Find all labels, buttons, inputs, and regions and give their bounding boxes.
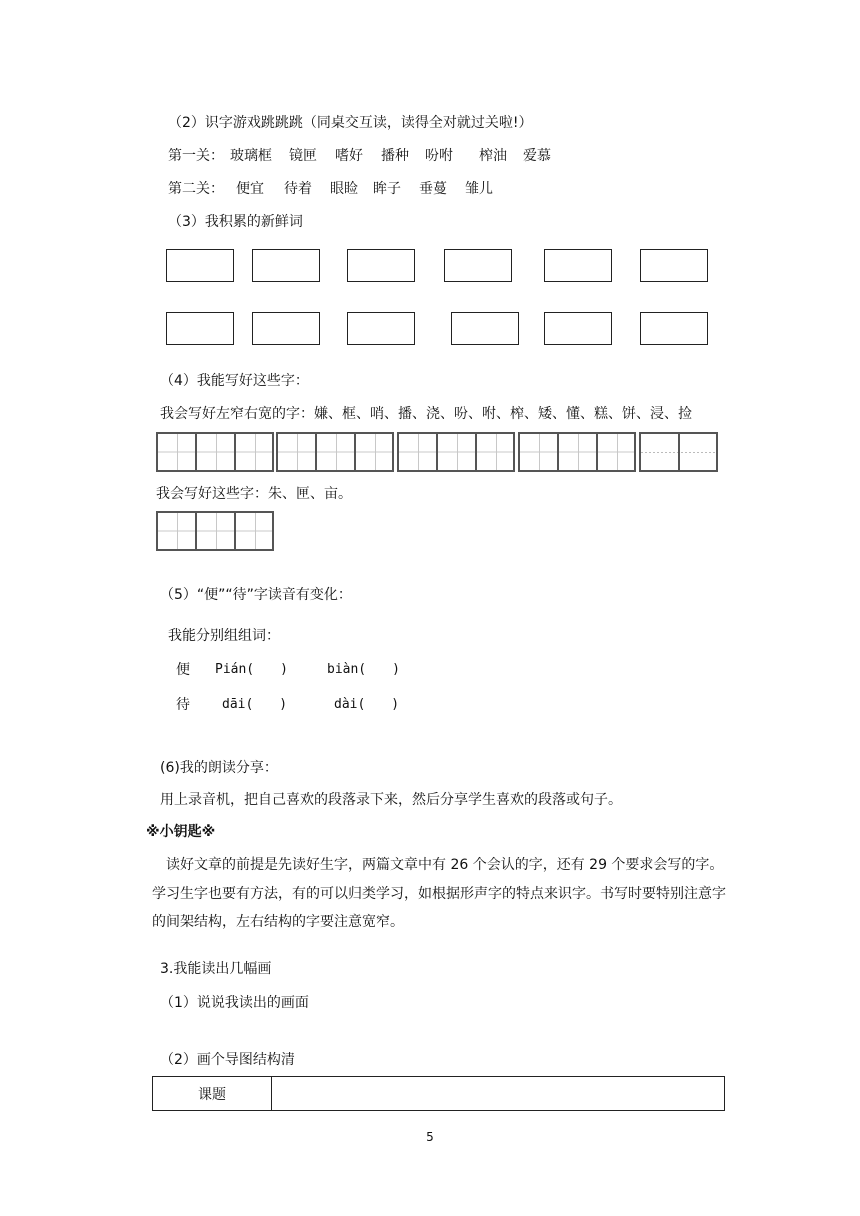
level-1-label: 第一关： <box>168 148 224 164</box>
vocab-word: 便宜 <box>236 181 264 197</box>
word-box[interactable] <box>451 312 519 345</box>
pinyin-char: 便 <box>176 662 190 678</box>
vocab-word: 垂蔓 <box>419 181 447 197</box>
word-box[interactable] <box>166 312 234 345</box>
word-box[interactable] <box>252 312 320 345</box>
part-3-sub-1: （1）说说我读出的画面 <box>160 995 309 1011</box>
vocab-word: 嗜好 <box>335 148 363 164</box>
pinyin-blank[interactable]: dāi( ) <box>222 697 288 712</box>
word-box[interactable] <box>544 312 612 345</box>
page-number: 5 <box>426 1130 434 1144</box>
word-box[interactable] <box>252 249 320 282</box>
section-6-text: 用上录音机，把自己喜欢的段落录下来，然后分享学生喜欢的段落或句子。 <box>160 792 622 808</box>
lesson-title-label: 课题 <box>153 1077 272 1111</box>
writing-grid[interactable] <box>518 432 636 472</box>
vocab-word: 玻璃框 <box>230 148 272 164</box>
word-box[interactable] <box>640 249 708 282</box>
vocab-word: 爱慕 <box>523 148 551 164</box>
writing-grid[interactable] <box>156 511 274 551</box>
level-2-row <box>168 180 493 198</box>
writing-grid[interactable] <box>397 432 515 472</box>
writing-grid[interactable] <box>639 432 718 472</box>
writing-grid[interactable] <box>156 432 274 472</box>
word-box[interactable] <box>347 249 415 282</box>
vocab-word: 吩咐 <box>425 148 453 164</box>
section-5-intro: 我能分别组组词： <box>168 628 280 644</box>
writing-practice-line-1: 我会写好左窄右宽的字：嫌、框、哨、播、浇、吩、咐、榨、矮、懂、糕、饼、浸、捡 <box>160 406 692 422</box>
vocab-word: 雏儿 <box>465 181 493 197</box>
pinyin-blank[interactable]: Pián( ) <box>215 662 288 677</box>
part-3-title: 3.我能读出几幅画 <box>160 961 272 977</box>
level-2-label: 第二关： <box>168 181 224 197</box>
part-3-sub-2: （2）画个导图结构清 <box>160 1052 295 1068</box>
key-paragraph: 读好文章的前提是先读好生字，两篇文章中有 26 个会认的字，还有 29 个要求会写的字。学习生字也要有方法，有的可以归类学习，如根据形声字的特点来识字。书写时要特别注意字的间架结构，左右结构的字要注意宽窄。 <box>152 857 726 930</box>
vocab-word: 榨油 <box>479 148 507 164</box>
vocab-word: 眸子 <box>373 181 401 197</box>
pinyin-blank[interactable]: dài( ) <box>334 697 400 712</box>
key-heading: ※小钥匙※ <box>146 824 216 840</box>
word-box[interactable] <box>166 249 234 282</box>
section-2-title: （2）识字游戏跳跳跳（同桌交互读，读得全对就过关啦!） <box>168 115 533 131</box>
section-4-title: （4）我能写好这些字： <box>160 373 309 389</box>
word-box[interactable] <box>544 249 612 282</box>
vocab-word: 播种 <box>381 148 409 164</box>
section-5-title: （5）“便”“待”字读音有变化： <box>160 587 352 603</box>
level-1-row <box>168 147 551 165</box>
pinyin-char: 待 <box>176 697 190 713</box>
vocab-word: 待着 <box>284 181 312 197</box>
lesson-title-input[interactable] <box>272 1077 725 1111</box>
vocab-word: 眼睑 <box>330 181 358 197</box>
section-3-title: （3）我积累的新鲜词 <box>168 214 303 230</box>
writing-practice-line-2: 我会写好这些字：朱、匣、亩。 <box>156 486 352 502</box>
section-6-title: (6)我的朗读分享： <box>160 760 278 776</box>
vocab-word: 镜匣 <box>289 148 317 164</box>
pinyin-blank[interactable]: biàn( ) <box>327 662 400 677</box>
lesson-table <box>152 1076 725 1111</box>
writing-grid[interactable] <box>276 432 394 472</box>
word-box[interactable] <box>640 312 708 345</box>
word-box[interactable] <box>444 249 512 282</box>
word-box[interactable] <box>347 312 415 345</box>
